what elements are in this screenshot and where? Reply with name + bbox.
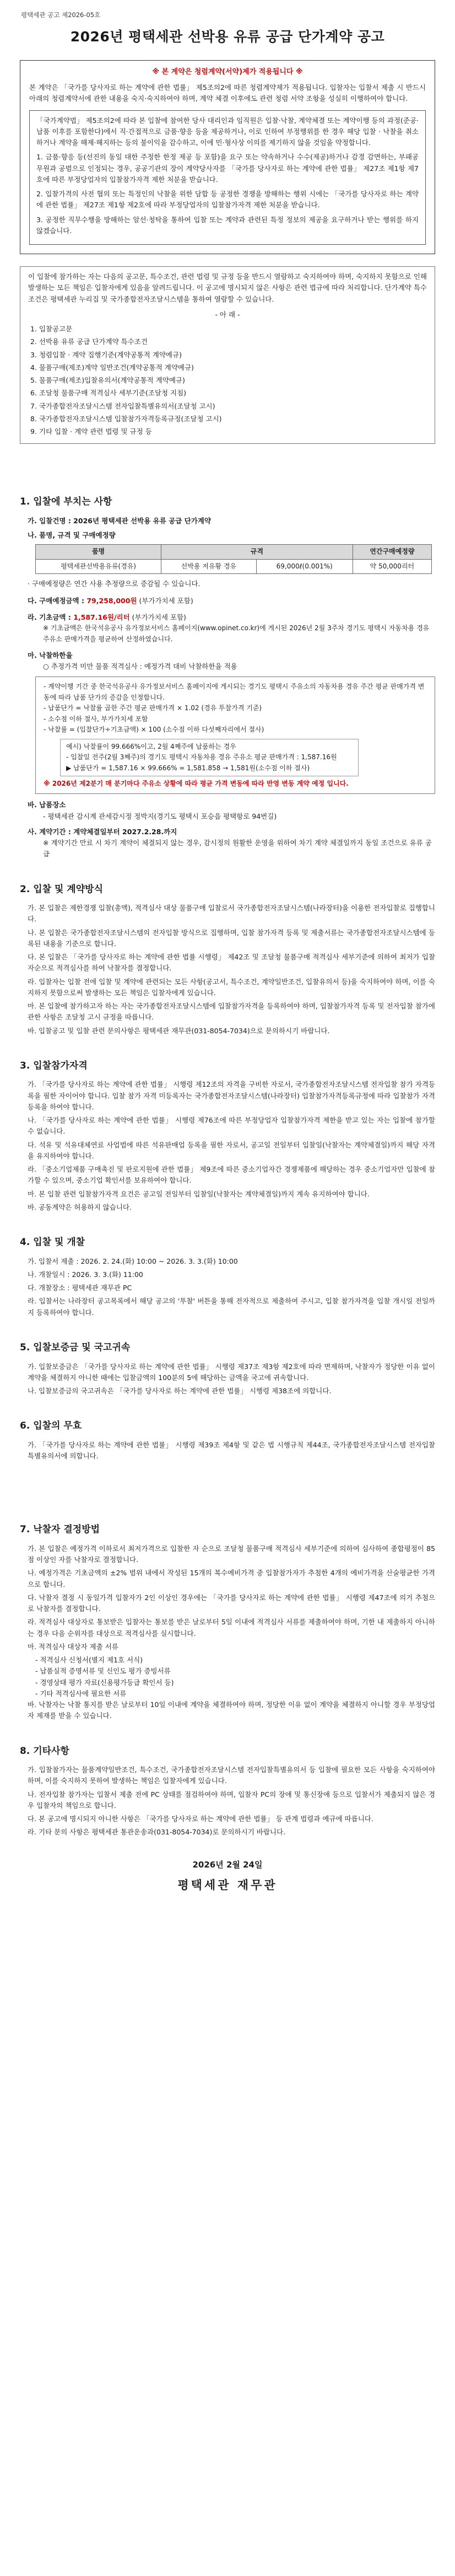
- base-price-note: ※ 기초금액은 한국석유공사 유가정보서비스 홈페이지(www.opinet.co.kr)에 게시된 2026년 2월 3주차 경기도 평택시 자동차용 경유 주유소 판매가격을 평균하여 산정하였습니다.: [43, 624, 430, 643]
- base-price-value: 1,587.16원/리터: [73, 613, 130, 621]
- section-3-body: [20, 1079, 435, 1213]
- list-item: 나. 본 입찰은 국가종합전자조달시스템의 전자입찰 방식으로 집행하며, 입찰 참가자격 등록 및 제출서류는 국가종합전자조달시스템에 등록된 내용을 기준으로 합니다.: [28, 928, 435, 948]
- calc-example-title: 예시) 낙찰률이 99.666%이고, 2월 4째주에 납품하는 경우: [66, 742, 236, 750]
- spec-heading: 나. 품명, 규격 및 구매예정량: [28, 531, 116, 540]
- list-item: 라. 입찰자는 입찰 전에 입찰 및 계약에 관련되는 모든 사항(공고서, 특수조건, 계약일반조건, 입찰유의서 등)을 숙지하여야 하며, 이를 숙지하지 못함으로써 발생하는 모든 책임은 입찰자에게 있습니다.: [28, 977, 435, 997]
- section-5-title: 5. 입찰보증금 및 국고귀속: [20, 1341, 131, 1353]
- list-item: 다. 본 입찰은 「국가를 당사자로 하는 계약에 관한 법률 시행령」 제42조 및 조달청 물품구매 적격심사 세부기준에 의하여 최저가 입찰자순으로 적격심사를 하여 낙찰자를 결정합니다.: [28, 953, 435, 973]
- table-row: [36, 559, 432, 573]
- section-1-title: 1. 입찰에 부치는 사항: [20, 496, 112, 508]
- list-item: 가. 입찰참가자는 물품계약일반조건, 특수조건, 국가종합전자조달시스템 전자입찰특별유의서 등 입찰에 필요한 모든 사항을 숙지하여야 하며, 이를 숙지하지 못하여 발생하는 책임은 입찰자에게 있습니다.: [28, 1765, 435, 1785]
- toc-item: 6. 조달청 물품구매 적격심사 세부기준(조달청 지침): [30, 389, 187, 398]
- intro-box: [20, 266, 435, 444]
- table-header: 규격: [161, 545, 353, 559]
- notice-date: 2026년 2월 24일: [192, 1859, 263, 1870]
- budget-line: [28, 595, 435, 607]
- list-item: 바. 입찰공고 및 입찰 관련 문의사항은 평택세관 재무관(031-8054-7034)으로 문의하시기 바랍니다.: [28, 1026, 330, 1035]
- base-price-line: [28, 612, 435, 623]
- rate-heading: 마. 낙찰하한율: [28, 651, 73, 659]
- section-4-body: [20, 1256, 435, 1318]
- section-2-title: 2. 입찰 및 계약방식: [20, 883, 103, 895]
- list-item: 라. 기타 문의 사항은 평택세관 통관운송과(031-8054-7034)로 문의하시기 바랍니다.: [28, 1828, 286, 1837]
- toc-list: [30, 324, 427, 437]
- calc-example-line: - 입찰일 전주(2월 3째주)의 경기도 평택시 자동차용 경유 주유소 평균 판매가격 : 1,587.16원: [66, 753, 337, 761]
- base-price-suffix: (부가가치세 포함): [129, 613, 186, 621]
- list-item: 다. 낙찰자 결정 시 동일가격 입찰자가 2인 이상인 경우에는 「국가를 당사자로 하는 계약에 관한 법률」 시행령 제47조에 의거 추첨으로 낙찰자를 결정합니다.: [28, 1593, 435, 1613]
- list-item: - 적격심사 신청서(별지 제1호 서식): [35, 1656, 143, 1665]
- section-8-body: [20, 1764, 435, 1838]
- calc-line: - 낙찰률 = (입찰단가÷기초금액) × 100 (소수점 이하 다섯째자리에서 절사): [44, 726, 264, 734]
- calc-line: - 소수점 이하 절사, 부가가치세 포함: [44, 715, 148, 723]
- table-cell: 평택세관선박용유류(경유): [36, 559, 161, 573]
- toc-label: - 아 래 -: [215, 310, 240, 319]
- calc-example-box: [60, 739, 359, 776]
- list-item: 나. 예정가격은 기초금액의 ±2% 범위 내에서 작성된 15개의 복수예비가격 중 입찰참가자가 추첨한 4개의 예비가격을 산술평균한 가격으로 합니다.: [28, 1569, 435, 1588]
- item-name-line: 가. 입찰건명 : 2026년 평택세관 선박용 유류 공급 단가계약: [28, 516, 211, 525]
- list-item: 나. 입찰보증금의 국고귀속은 「국가를 당사자로 하는 계약에 관한 법률」 시행령 제38조에 의합니다.: [28, 1387, 332, 1396]
- list-item: - 경영상태 평가 자료(신용평가등급 확인서 등): [35, 1678, 174, 1687]
- list-item: 다. 본 공고에 명시되지 아니한 사항은 「국가를 당사자로 하는 계약에 관한 법률」 등 관계 법령과 예규에 따릅니다.: [28, 1815, 373, 1823]
- toc-item: 8. 국가종합전자조달시스템 입찰참가자격등록규정(조달청 고시): [30, 414, 222, 423]
- section-1-body: [28, 516, 435, 860]
- list-item: 다. 개찰장소 : 평택세관 재무관 PC: [28, 1284, 132, 1292]
- list-item: 나. 전자입찰 참가자는 입찰서 제출 전에 PC 상태를 점검하여야 하며, 입찰자 PC의 장애 및 통신장애 등으로 입찰서가 제출되지 않은 경우 입찰자의 책임으로 합니다.: [28, 1790, 435, 1810]
- warning-item-1: 1. 금품·향응 등(선진의 동일 대한 주정한 한정 제공 등 포함)을 요구 또는 약속하거나 수수(제공)하거나 감경 감면하는, 부패공무원과 공범으로 인정되는 경우, 공공기관의 장이 계약당사자를 「국가를 당사자로 하는 계약에 관한 법률」 제27조 제1항 제7호에 따른 부정당업자의 입찰참가자격 제한 처분을 받습니다.: [36, 153, 419, 184]
- toc-item: 7. 국가종합전자조달시스템 전자입찰특별유의서(조달청 고시): [30, 401, 215, 410]
- calc-example-line: ▶ 납품단가 = 1,587.16 × 99.666% = 1,581.858 → 1,581원(소수점 이하 절사): [66, 764, 310, 772]
- integrity-warning-box: [20, 60, 435, 254]
- section-7-body: [20, 1543, 435, 1722]
- section-6-title: 6. 입찰의 무효: [20, 1420, 82, 1432]
- toc-item: 4. 물품구매(제조)계약 일반조건(계약공통적 계약예규): [30, 363, 194, 372]
- list-item: 라. 적격심사 대상자로 통보받은 입찰자는 통보를 받은 날로부터 5일 이내에 적격심사 서류를 제출하여야 하며, 기한 내 제출하지 아니하는 경우 다음 순위자를 대상으로 적격심사를 실시합니다.: [28, 1618, 435, 1638]
- warning-paragraph: 본 계약은 「국가를 당사자로 하는 계약에 관한 법률」 제5조의2에 따른 청렴계약제가 적용됩니다. 입찰자는 입찰서 제출 시 반드시 아래의 청렴계약서에 관한 내용을 숙지·숙지하여야 하며, 계약 체결 이후에도 관련 청렴 서약 조항을 성실히 이행하여야 합니다.: [29, 83, 426, 103]
- warning-inner-box: [29, 110, 426, 245]
- section-7-title: 7. 낙찰자 결정방법: [20, 1524, 100, 1536]
- calc-line: - 납품단가 = 낙찰률 곱한 주간 평균 판매가격 × 1.02 (경유 투찰가격 기준): [44, 704, 262, 712]
- base-price-label: 라. 기초금액 :: [28, 613, 74, 621]
- list-item: 나. 개찰일시 : 2026. 3. 3.(화) 11:00: [28, 1270, 143, 1279]
- document-list: [35, 1655, 435, 1699]
- list-item: 다. 석유 및 석유대체연료 사업법에 따른 석유판매업 등록을 필한 자로서, 공고일 전일부터 입찰일(낙찰자는 계약체결일)까지 해당 자격을 유지하여야 합니다.: [28, 1140, 435, 1160]
- section-5-body: [20, 1361, 435, 1397]
- budget-suffix: (부가가치세 포함): [137, 596, 193, 605]
- list-item: 가. 입찰보증금은 「국가를 당사자로 하는 계약에 관한 법률」 시행령 제37조 제3항 제2호에 따라 면제하며, 낙찰자가 정당한 이유 없이 계약을 체결하지 아니한 때에는 입찰금액의 100분의 5에 해당하는 금액을 국고에 귀속합니다.: [28, 1362, 435, 1382]
- table-header: 품명: [36, 545, 161, 559]
- spec-table: [35, 544, 432, 574]
- list-item: 마. 본 입찰 관련 입찰참가자격 요건은 공고일 전일부터 입찰일(낙찰자는 계약체결일)까지 계속 유지하여야 합니다.: [28, 1189, 370, 1198]
- toc-item: 5. 물품구매(제조)입찰유의서(계약공통적 계약예규): [30, 376, 185, 385]
- notice-document: [20, 10, 435, 1895]
- warning-item-3: 3. 공정한 직무수행을 방해하는 알선·청탁을 통하여 입찰 또는 계약과 관련된 특정 정보의 제공을 요구하거나 받는 행위를 하지 않겠습니다.: [36, 215, 419, 235]
- table-cell: 69,000ℓ(0.001%): [256, 559, 353, 573]
- table-header-row: [36, 545, 432, 559]
- rate-body: ○ 추정가격 미만 물품 적격심사 : 예정가격 대비 낙찰하한율 적용: [43, 662, 237, 671]
- section-6-body: [20, 1440, 435, 1462]
- list-item: 가. 「국가를 당사자로 하는 계약에 관한 법률」 시행령 제12조의 자격을 구비한 자로서, 국가종합전자조달시스템 전자입찰 참가 자격등록을 필한 자이어야 합니다. 입찰 참가 자격 미등록자는 국가종합전자조달시스템(나라장터) 입찰참가자격등록규정에 따라 입찰참가 자격 등록을 하여야 합니다.: [28, 1080, 435, 1111]
- toc-item: 9. 기타 입찰 · 계약 관련 법령 및 규정 등: [30, 427, 152, 436]
- contract-period: 사. 계약기간 : 계약체결일부터 2027.2.28.까지: [28, 827, 177, 836]
- budget-value: 79,258,000원: [86, 596, 137, 605]
- table-cell: 선박용 저유황 경유: [161, 559, 257, 573]
- section-3-title: 3. 입찰참가자격: [20, 1060, 88, 1071]
- list-item: 나. 「국가를 당사자로 하는 계약에 관한 법률」 시행령 제76조에 따른 부정당업자 입찰참가자격 제한을 받고 있는 자는 입찰에 참가할 수 없습니다.: [28, 1116, 435, 1136]
- toc-item: 3. 청렴입찰 · 계약 집행기준(계약공통적 계약예규): [30, 350, 182, 359]
- warning-heading: ※ 본 계약은 청렴계약(서약)제가 적용됩니다 ※: [152, 68, 303, 77]
- contract-period-note: ※ 계약기간 만료 시 차기 계약이 체결되지 않는 경우, 감시정의 원활한 운영을 위하여 차기 계약 체결일까지 동일 조건으로 유류 공급: [43, 839, 432, 858]
- delivery-body: - 평택세관 감시계 관세감시정 정박지(경기도 평택시 포승읍 평택항로 94번길): [43, 812, 277, 820]
- calc-line: - 계약이행 기간 중 한국석유공사 유가정보서비스 홈페이지에 게시되는 경기도 평택시 주유소의 자동차용 경유 주간 평균 판매가격 변동에 따라 납품 단가의 증감을 인정합니다.: [44, 683, 425, 701]
- list-item: 가. 본 입찰은 예정가격 이하로서 최저가격으로 입찰한 자 순으로 조달청 물품구매 적격심사 세부기준에 의하여 심사하여 종합평점이 85점 이상인 자를 낙찰자로 결정합니다.: [28, 1544, 435, 1564]
- table-header: 연간구매예정량: [353, 545, 431, 559]
- page-title: 2026년 평택세관 선박용 유류 공급 단가계약 공고: [70, 28, 385, 45]
- calc-note: ※ 2026년 제2분기 매 분기마다 주유소 상황에 따라 평균 가격 변동에 따라 반영 변동 계약 예정 입니다.: [44, 779, 349, 787]
- list-item: 마. 본 입찰에 참가하고자 하는 자는 국가종합전자조달시스템에 입찰참가자격을 등록하여야 하며, 입찰참가자격 등록 및 전자입찰 참가에 관한 사항은 조달청 고시 규정을 따릅니다.: [28, 1002, 435, 1022]
- list-item: 마. 적격심사 대상자 제출 서류: [28, 1642, 118, 1651]
- warning-item-2: 2. 입찰가격의 사전 협의 또는 특정인의 낙찰을 위한 담합 등 공정한 경쟁을 방해하는 행위 시에는 「국가를 당사자로 하는 계약에 관한 법률」 제27조 제1항 제2호에 따라 부정당업자의 입찰참가자격 제한 처분을 받습니다.: [36, 190, 419, 210]
- intro-text: 이 입찰에 참가하는 자는 다음의 공고문, 특수조건, 관련 법령 및 규정 등을 반드시 열람하고 숙지하여야 하며, 숙지하지 못함으로 인해 발생하는 모든 책임은 입찰자에게 있음을 알려드립니다. 이 공고에 명시되지 않은 사항은 관련 법규에 따라 처리합니다. 단가계약 특수조건은 평택세관 누리집 및 국가종합전자조달시스템을 통하여 열람할 수 있습니다.: [28, 272, 427, 303]
- warning-inner-text: 「국가계약법」 제5조의2에 따라 본 입찰에 참여한 당사 대리인과 임직원은 입찰·낙찰, 계약체결 또는 계약이행 등의 과정(준공·납품 이후를 포함한다)에서 직·간접적으로 금품·향응 등을 제공하거나, 이로 인하여 부정행위를 한 경우 해당 입찰 · 낙찰을 취소하거나 계약을 해제·해지하는 등의 불이익을 감수하고, 이에 민·형사상 이의를 제기하지 않을 것임을 약정합니다.: [36, 116, 419, 147]
- section-4-title: 4. 입찰 및 개찰: [20, 1237, 85, 1248]
- budget-label: 다. 구매예정금액 :: [28, 596, 87, 605]
- notice-number: 평택세관 공고 제2026-05호: [21, 11, 101, 19]
- list-item: 가. 「국가를 당사자로 하는 계약에 관한 법률」 시행령 제39조 제4항 및 같은 법 시행규칙 제44조, 국가종합전자조달시스템 전자입찰특별유의서에 의합니다.: [28, 1440, 435, 1461]
- list-item: - 기타 적격심사에 필요한 서류: [35, 1689, 127, 1698]
- issuer-name: 평택세관 재무관: [177, 1878, 278, 1892]
- list-item: - 납품실적 증명서류 및 신인도 평가 증빙서류: [35, 1667, 171, 1676]
- list-item: 바. 공동계약은 허용하지 않습니다.: [28, 1203, 132, 1211]
- quantity-note: · 구매예정량은 연간 사용 추정량으로 증감될 수 있습니다.: [28, 579, 201, 588]
- list-item: 바. 낙찰자는 낙찰 통지를 받은 날로부터 10일 이내에 계약을 체결하여야 하며, 정당한 이유 없이 계약을 체결하지 아니할 경우 부정당업자 제재를 받을 수 있습니다.: [28, 1700, 435, 1720]
- list-item: 라. 입찰서는 나라장터 공고목록에서 해당 공고의 '투찰' 버튼을 통해 전자적으로 제출하여 주시고, 입찰 참가자격을 입찰 개시일 전일까지 등록하여야 합니다.: [28, 1297, 435, 1317]
- list-item: 가. 본 입찰은 제한경쟁 입찰(총액), 적격심사 대상 물품구매 입찰로서 국가종합전자조달시스템(나라장터)을 이용한 전자입찰로 집행합니다.: [28, 904, 435, 924]
- unit-price-calculation-box: [35, 677, 435, 794]
- list-item: 라. 「중소기업제품 구매촉진 및 판로지원에 관한 법률」 제9조에 따른 중소기업자간 경쟁제품에 해당하는 경우 중소기업자만 입찰에 참가할 수 있으며, 중소기업 확인서를 보유하여야 합니다.: [28, 1165, 435, 1185]
- delivery-heading: 바. 납품장소: [28, 801, 66, 809]
- list-item: 가. 입찰서 제출 : 2026. 2. 24.(화) 10:00 ~ 2026. 3. 3.(화) 10:00: [28, 1257, 238, 1265]
- section-2-body: [20, 903, 435, 1037]
- table-cell: 약 50,000리터: [353, 559, 431, 573]
- section-8-title: 8. 기타사항: [20, 1745, 69, 1757]
- toc-item: 2. 선박용 유류 공급 단가계약 특수조건: [30, 337, 148, 346]
- toc-item: 1. 입찰공고문: [30, 325, 73, 334]
